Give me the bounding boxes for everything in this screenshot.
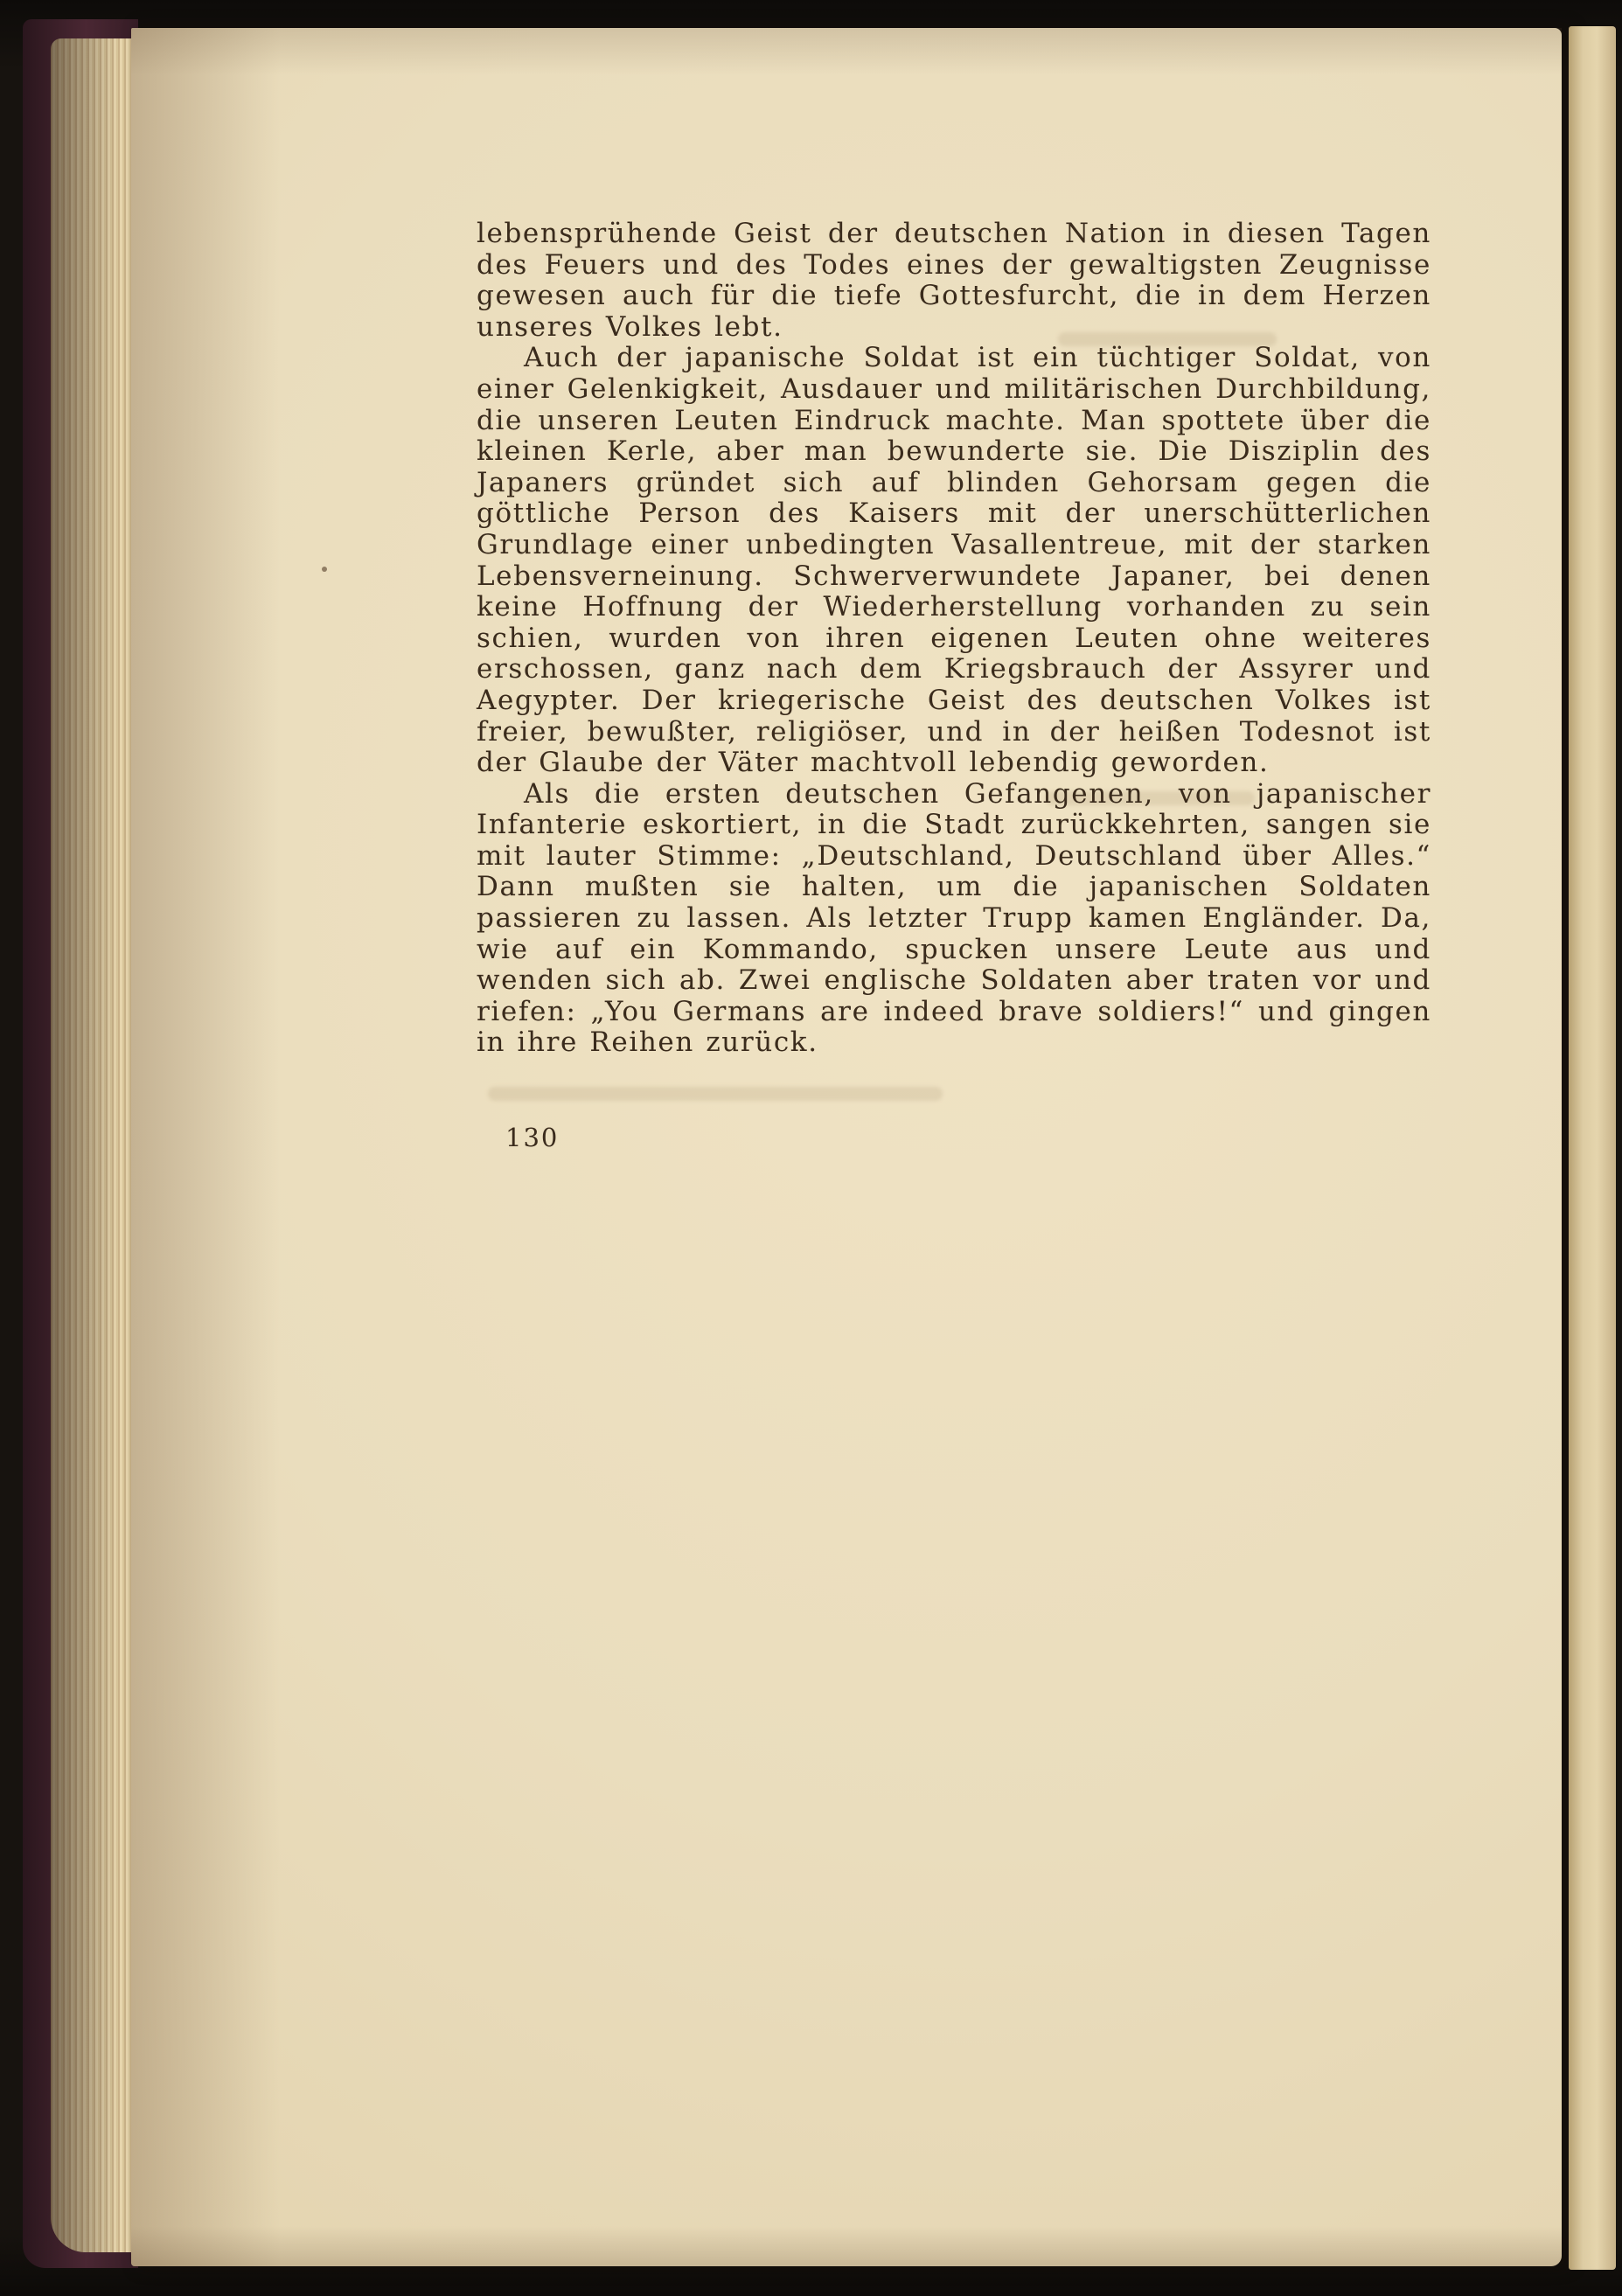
gutter-shadow: [131, 28, 280, 2266]
paragraph-continuation: lebensprühende Geist der deutschen Nation in diesen Tagen des Feuers und des Todes eines der gewaltigsten Zeugnisse gewesen auch für die tiefe Gottesfurcht, die in dem Herzen unseres Volkes lebt.: [477, 218, 1431, 343]
book-page: [131, 28, 1562, 2266]
next-page-edge: [1569, 26, 1616, 2270]
bleedthrough-mark: [488, 1087, 943, 1101]
page-bottom-shadow: [131, 2226, 1562, 2266]
paragraph: Als die ersten deutschen Gefangenen, von japanischer Infanterie eskortiert, in die Stadt zurückkehrten, sangen sie mit lauter Stimme: „Deutschland, Deutschland über Alles.“ Dann mußten sie halten, um die japanischen Soldaten passieren zu lassen. Als letzter Trupp kamen Engländer. Da, wie auf ein Kommando, spucken unsere Leute aus und wenden sich ab. Zwei englische Soldaten aber traten vor und riefen: „You Germans are indeed brave soldiers!“ und gingen in ihre Reihen zurück.: [477, 777, 1431, 1059]
paper-speck: [322, 567, 327, 572]
paragraph: Auch der japanische Soldat ist ein tüchtiger Soldat, von einer Gelenkigkeit, Ausdauer und militärischen Durchbildung, die unseren Leuten Eindruck machte. Man spottete über die kleinen Kerle, aber man bewunderte sie. Die Disziplin des Japaners gründet sich auf blinden Gehorsam gegen die göttliche Person des Kaisers mit der unerschütterlichen Grundlage einer unbedingten Vasallentreue, mit der starken Lebensverneinung. Schwerverwundete Japaner, bei denen keine Hoffnung der Wiederherstellung vorhanden zu sein schien, wurden von ihren eigenen Leuten ohne weiteres erschossen, ganz nach dem Kriegsbrauch der Assyrer und Aegypter. Der kriegerische Geist des deutschen Volkes ist freier, bewußter, religiöser, und in der heißen Todesnot ist der Glaube der Väter machtvoll lebendig geworden.: [477, 342, 1431, 779]
page-text: [477, 219, 1431, 1059]
page-number: 130: [505, 1123, 560, 1152]
page-top-shadow: [131, 28, 1562, 75]
